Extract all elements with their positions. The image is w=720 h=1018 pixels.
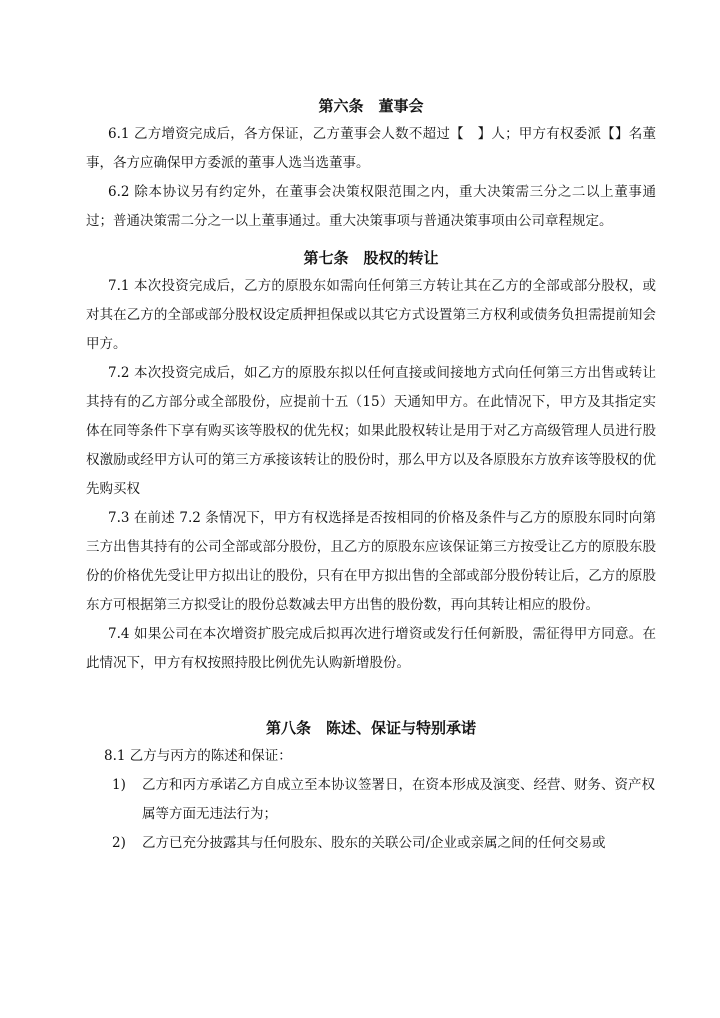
list-item	[86, 829, 656, 858]
clause-7-3: 7.3 在前述 7.2 条情况下，甲方有权选择是否按相同的价格及条件与乙方的原股东同时向第三方出售其持有的公司全部或部分股份，且乙方的原股东应该保证第三方按受让乙方的原股东股份的价格优先受让甲方拟出让的股份，只有在甲方拟出售的全部或部分股份转让后，乙方的原股东方可根据第三方拟受让的股份总数减去甲方出售的股份数，再向其转让相应的股份。	[86, 510, 656, 613]
section-8-heading: 第八条 陈述、保证与特别承诺	[265, 719, 476, 737]
clause-7-1: 7.1 本次投资完成后，乙方的原股东如需向任何第三方转让其在乙方的全部或部分股权，或对其在乙方的全部或部分股权设定质押担保或以其它方式设置第三方权利或债务负担需提前知会甲方。	[86, 278, 656, 352]
clause-7-2: 7.2 本次投资完成后，如乙方的原股东拟以任何直接或间接地方式向任何第三方出售或转让其持有的乙方部分或全部股份，应提前十五（15）天通知甲方。在此情况下，甲方及其指定实体在同等条件下享有购买该等股权的优先权；如果此股权转让是用于对乙方高级管理人员进行股权激励或经甲方认可的第三方承接该转让的股份时，那么甲方以及各原股东方放弃该等股权的优先购买权	[86, 365, 656, 497]
section-6-heading: 第六条 董事会	[318, 97, 424, 115]
list-item-text: 乙方已充分披露其与任何股东、股东的关联公司/企业或亲属之间的任何交易或	[142, 835, 606, 851]
document-page	[86, 92, 656, 858]
clause-6-2: 6.2 除本协议另有约定外，在董事会决策权限范围之内，重大决策需三分之二以上董事通过；普通决策需二分之一以上董事通过。重大决策事项与普通决策事项由公司章程规定。	[86, 184, 656, 229]
section-7-heading: 第七条 股权的转让	[303, 249, 439, 267]
clause-8-1-intro: 8.1 乙方与丙方的陈述和保证：	[104, 748, 292, 764]
list-item-text: 乙方和丙方承诺乙方自成立至本协议签署日，在资本形成及演变、经营、财务、资产权属等方面无违法行为；	[142, 777, 655, 822]
clause-6-1: 6.1 乙方增资完成后，各方保证，乙方董事会人数不超过【 】人；甲方有权委派【】名董事，各方应确保甲方委派的董事人选当选董事。	[86, 126, 656, 171]
list-item	[86, 771, 656, 829]
list-item-number: 2)	[112, 835, 126, 851]
list-item-number: 1)	[112, 777, 126, 793]
clause-7-4: 7.4 如果公司在本次增资扩股完成后拟再次进行增资或发行任何新股，需征得甲方同意。在此情况下，甲方有权按照持股比例优先认购新增股份。	[86, 626, 656, 671]
